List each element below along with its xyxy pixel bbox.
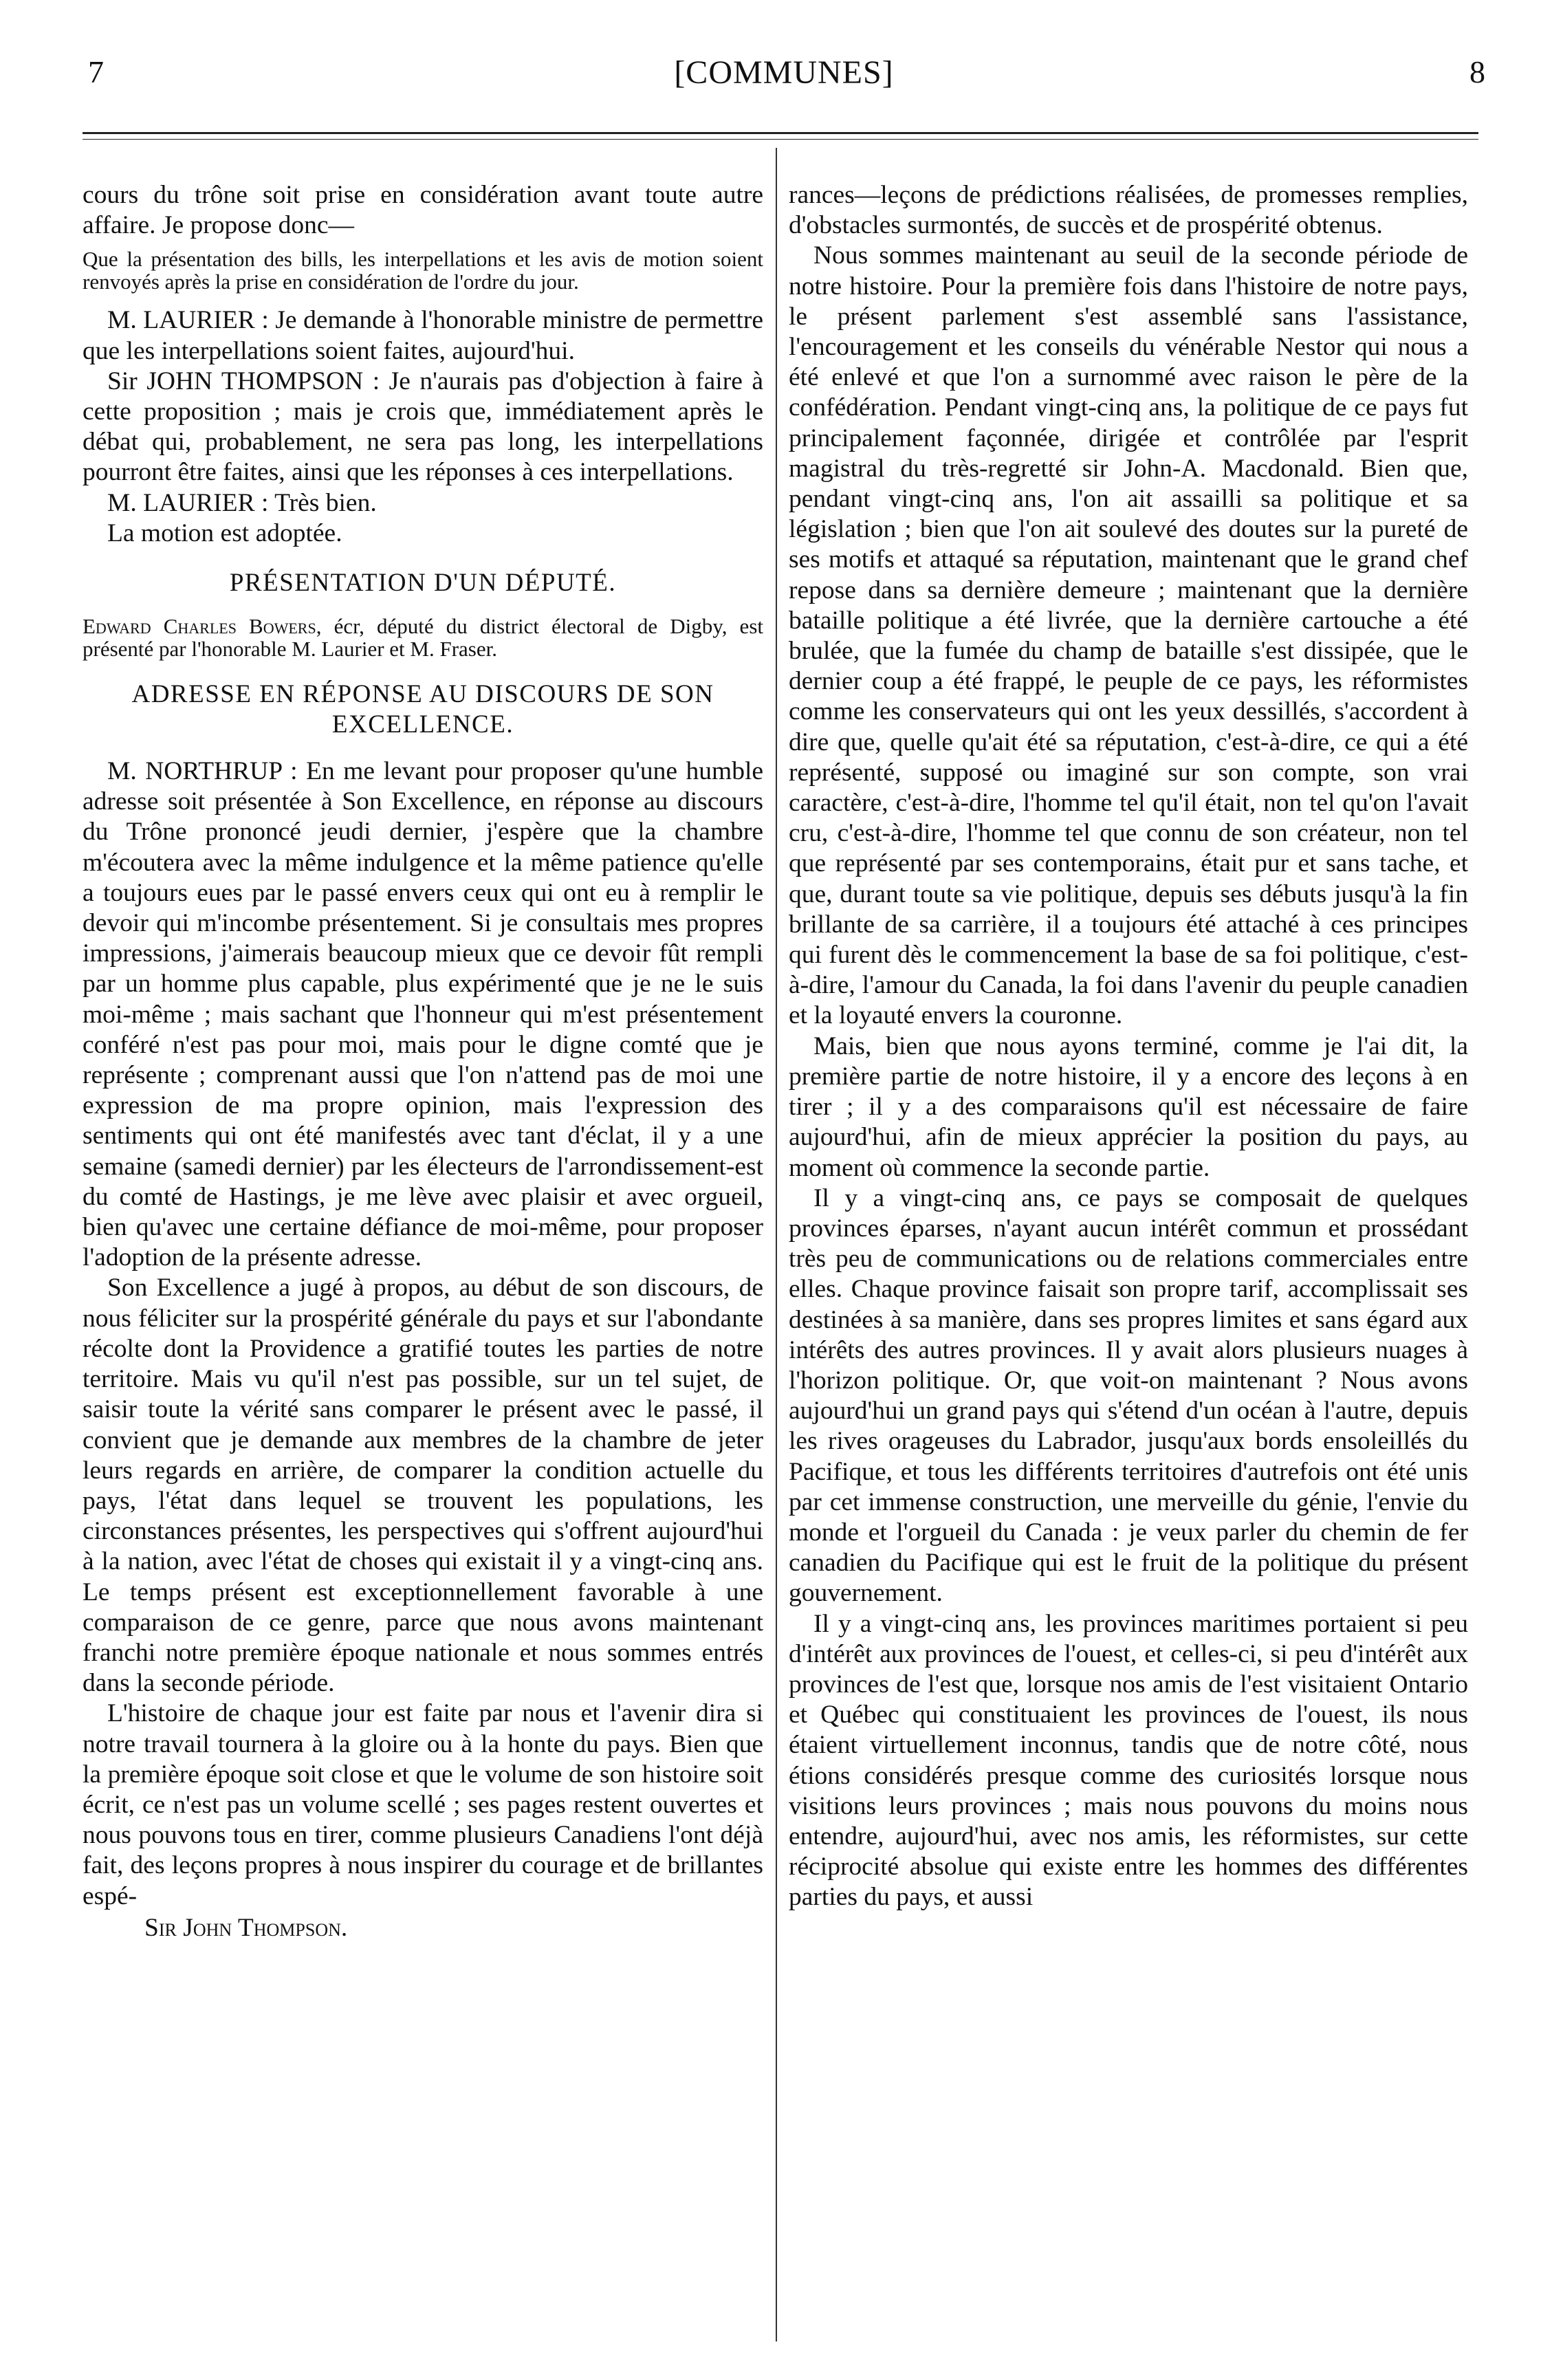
speaker-name: M. LAURIER :: [107, 488, 269, 517]
speaker-name: M. LAURIER :: [107, 306, 269, 335]
left-column: [83, 180, 763, 1943]
paragraph: [83, 367, 763, 488]
paragraph: La motion est adoptée.: [107, 518, 342, 547]
paragraph: Son Excellence a jugé à propos, au début de son discours, de nous féliciter sur la prospérité générale du pays et sur l'abondante récolte dont la Providence a gratifié toutes les parties de notre territoire. Mais vu qu'il n'est pas possible, sur un tel sujet, de saisir toute la vérité sans comparer le présent avec le passé, il convient que je demande aux membres de la chambre de jeter leurs regards en arrière, de comparer la condition actuelle du pays, l'état dans lequel se trouvent les populations, les circonstances présentes, les perspectives qui s'offrent aujourd'hui à la nation, avec l'état de choses qui existait il y a vingt-cinq ans. Le temps présent est exceptionnellement favorable à une comparaison de ce genre, parce que nous avons maintenant franchi notre première époque nationale et nous sommes entrés dans la seconde période.: [83, 1274, 763, 1698]
speech-text: Je demande à l'honorable ministre de permettre que les interpellations soient faites, aujourd'hui.: [83, 306, 763, 365]
paragraph: rances—leçons de prédictions réalisées, de promesses remplies, d'obstacles surmontés, de succès et de prospérité obtenus.: [789, 181, 1468, 240]
speech-text: En me levant pour proposer qu'une humble adresse soit présentée à Son Excellence, en réponse au discours du Trône prononcé jeudi dernier, j'espère que la chambre m'écoutera avec la même indulgence et la même patience qu'elle a toujours eues par le passé envers ceux qui ont eu à remplir le devoir qui m'incombe présentement. Si je consultais mes propres impressions, j'aimerais beaucoup mieux que ce devoir fût rempli par un homme plus capable, plus expérimenté que je ne le suis moi-même ; mais sachant que l'honneur qui m'est présentement conféré n'est pas pour moi, mais pour le digne comté que je représente ; comprenant aussi que l'on n'attend pas de moi une expression de ma propre opinion, mais l'expression des sentiments qui ont été manifestés avec tant d'éclat, il y a une semaine (samedi dernier) par les électeurs de l'arrondissement-est du comté de Hastings, je me lève avec plaisir et avec orgueil, bien qu'avec une certaine défiance de moi-même, pour proposer l'adoption de la présente adresse.: [83, 757, 764, 1272]
paragraph: [83, 756, 763, 1273]
paragraph: [83, 488, 763, 518]
column-divider: [776, 148, 777, 2341]
deputy-notice: [83, 615, 763, 660]
speaker-name: Sir JOHN THOMPSON :: [107, 367, 380, 395]
page-signature: Sir John Thompson.: [144, 1913, 348, 1942]
running-head: [COMMUNES]: [674, 54, 894, 91]
speech-text: Je n'aurais pas d'objection à faire à cette proposition ; mais je crois que, immédiatement après le débat qui, probablement, ne sera pas long, les interpellations pourront être faites, ainsi que les réponses à ces interpellations.: [83, 367, 763, 487]
paragraph: Il y a vingt-cinq ans, ce pays se composait de quelques provinces éparses, n'ayant aucun intérêt commun et prossédant très peu de communications ou de relations commerciales entre elles. Chaque province faisait son propre tarif, accomplissait ses destinées à sa manière, dans ses propres limites et sans égard aux intérêts des autres provinces. Il y avait alors plusieurs nuages à l'horizon politique. Or, que voit-on maintenant ? Nous avons aujourd'hui un grand pays qui s'étend d'un océan à l'autre, depuis les rives orageuses du Labrador, jusqu'aux bords ensoleillés du Pacifique, et tous les différents territoires d'autrefois ont été unis par cet immense construction, une merveille du génie, l'envie du monde et l'orgueil du Canada : je veux parler du chemin de fer canadien du Pacifique qui est le fruit de la politique du présent gouvernement.: [789, 1183, 1468, 1608]
paragraph: Mais, bien que nous ayons terminé, comme je l'ai dit, la première partie de notre histoire, il y a encore des leçons à en tirer ; il y a des comparaisons qu'il est nécessaire de faire aujourd'hui, afin de mieux apprécier la position du pays, au moment où commence la seconde partie.: [789, 1031, 1468, 1182]
motion-text: Que la présentation des bills, les interpellations et les avis de motion soient renvoyés après la prise en considération de l'ordre du jour.: [83, 247, 763, 294]
speaker-name: M. NORTHRUP :: [107, 757, 298, 786]
page-number-left: 7: [88, 54, 104, 89]
paragraph: L'histoire de chaque jour est faite par nous et l'avenir dira si notre travail tournera à la gloire ou à la honte du pays. Bien que la première époque soit close et que le volume de son histoire soit écrit, ce n'est pas un volume scellé ; ses pages restent ouvertes et nous pouvons tous en tirer, comme plusieurs Canadiens l'ont déjà fait, des leçons propres à nous inspirer du courage et de brillantes espé-: [83, 1699, 763, 1910]
deputy-name: Edward Charles Bowers: [83, 614, 316, 639]
paragraph: cours du trône soit prise en considération avant toute autre affaire. Je propose donc—: [83, 181, 763, 240]
page-number-right: 8: [1469, 54, 1485, 89]
header-rule: [83, 132, 1478, 134]
page-header: [69, 54, 1499, 116]
section-title: ADRESSE EN RÉPONSE AU DISCOURS DE SON EXCELLENCE.: [131, 680, 714, 739]
paragraph: [83, 305, 763, 366]
deputy-text: , écr, député du district électoral de Digby, est présenté par l'honorable M. Laurier et M. Fraser.: [83, 614, 763, 662]
speech-text: Très bien.: [268, 488, 377, 517]
paragraph: Il y a vingt-cinq ans, les provinces maritimes portaient si peu d'intérêt aux provinces de l'ouest, et celles-ci, si peu d'intérêt aux provinces de l'est que, lorsque nos amis de l'est visitaient Ontario et Québec qui constituaient les provinces de l'ouest, ils nous étaient virtuellement inconnus, tandis que de notre côté, nous étions considérés presque comme des curiosités lorsque nous visitions leurs provinces ; mais nous pouvons du moins nous entendre, aujourd'hui, avec nos amis, les réformistes, sur cette réciprocité absolue qui existe entre les hommes des différentes parties du pays, et aussi: [789, 1609, 1468, 1912]
paragraph: Nous sommes maintenant au seuil de la seconde période de notre histoire. Pour la première fois dans l'histoire de notre pays, le présent parlement s'est assemblé sans l'assistance, l'encouragement et les conseils du vénérable Nestor qui nous a été enlevé et que l'on a surnommé avec raison le père de la confédération. Pendant vingt-cinq ans, la politique de ce pays fut principalement façonnée, dirigée et contrôlée par l'esprit magistral du très-regretté sir John-A. Macdonald. Bien que, pendant vingt-cinq ans, l'on ait assailli sa politique et sa législation ; bien que l'on ait soulevé des doutes sur la pureté de ses motifs et attaqué sa réputation, maintenant que le grand chef repose dans sa dernière demeure ; maintenant que la dernière bataille politique a été livrée, que la dernière cartouche a été brulée, que la fumée du champ de bataille s'est dissipée, que le dernier coup a été frappé, le peuple de ce pays, les réformistes comme les conservateurs qui ont les yeux dessillés, s'accordent à dire que, quelle qu'ait été sa réputation, c'est-à-dire, ce qui a été représenté, supposé ou imaginé sur son compte, son vrai caractère, c'est-à-dire, l'homme tel qu'il était, non tel qu'on l'avait cru, c'est-à-dire, l'homme tel que connu de son créateur, non tel que représenté par ses contemporains, était pur et sans tache, et que, durant toute sa vie politique, depuis ses débuts jusqu'à la fin brillante de sa carrière, il a toujours été attaché à ces principes qui furent dès le commencement la base de sa foi politique, c'est-à-dire, l'amour du Canada, la foi dans l'avenir du peuple canadien et la loyauté envers la couronne.: [789, 241, 1468, 1030]
header-rule-thin: [83, 139, 1478, 140]
section-title: PRÉSENTATION D'UN DÉPUTÉ.: [229, 569, 617, 598]
right-column: [789, 180, 1468, 1913]
